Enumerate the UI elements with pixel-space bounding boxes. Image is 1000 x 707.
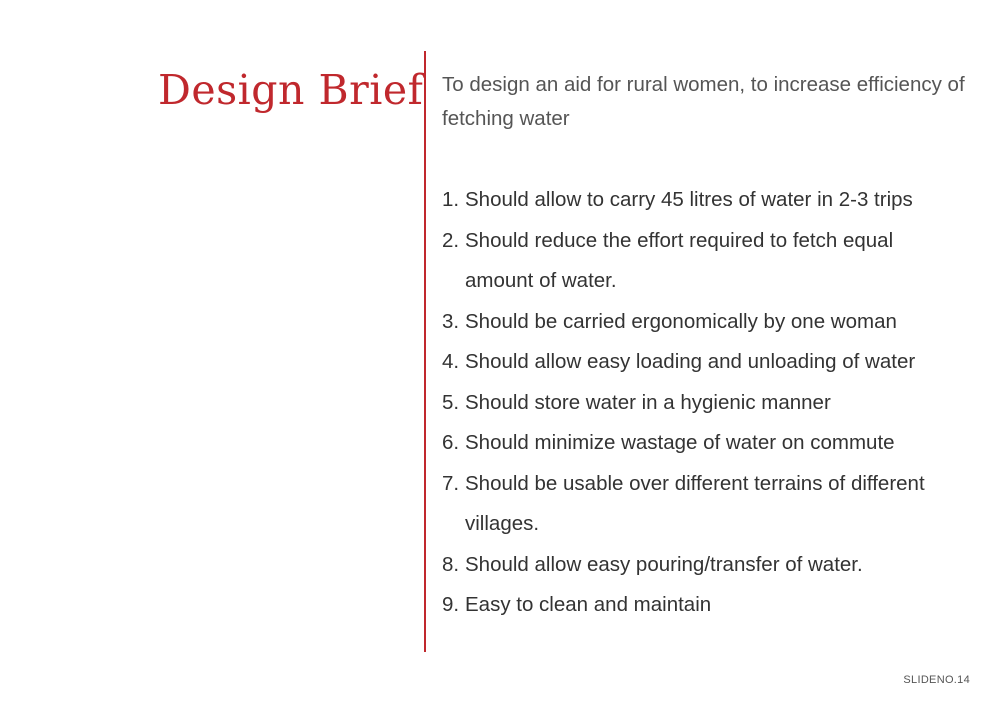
list-item xyxy=(442,180,982,221)
list-item xyxy=(442,545,982,586)
item-number: 3. xyxy=(442,309,460,333)
item-text: Should reduce the effort required to fetch equal amount of water. xyxy=(465,228,894,292)
item-number: 2. xyxy=(442,228,460,252)
item-text: Should be carried ergonomically by one woman xyxy=(465,309,897,333)
item-text: Should allow to carry 45 litres of water in 2-3 trips xyxy=(465,188,913,211)
item-number: 8. xyxy=(442,552,460,576)
list-item xyxy=(442,383,982,424)
list-item xyxy=(442,423,982,464)
page-title: Design Brief xyxy=(158,66,424,114)
list-item xyxy=(442,342,982,383)
item-text: Should be usable over different terrains of different villages. xyxy=(465,471,925,535)
item-text: Easy to clean and maintain xyxy=(465,593,712,616)
item-number: 7. xyxy=(442,471,460,495)
list-item xyxy=(442,302,982,343)
item-text: Should allow easy pouring/transfer of water. xyxy=(465,552,863,576)
item-text: Should minimize wastage of water on commute xyxy=(465,431,895,454)
requirements-list xyxy=(442,180,982,626)
list-item xyxy=(442,221,982,302)
item-number: 5. xyxy=(442,390,460,414)
list-item xyxy=(442,464,982,545)
vertical-divider xyxy=(424,51,426,652)
item-text: Should store water in a hygienic manner xyxy=(465,390,831,414)
item-number: 6. xyxy=(442,431,460,454)
list-item xyxy=(442,585,982,626)
item-number: 4. xyxy=(442,350,460,373)
brief-content xyxy=(442,68,982,626)
item-number: 1. xyxy=(442,188,460,211)
item-number: 9. xyxy=(442,593,460,616)
brief-intro: To design an aid for rural women, to increase efficiency of fetching water xyxy=(442,73,965,130)
slide-number: SLIDENO.14 xyxy=(903,674,970,686)
item-text: Should allow easy loading and unloading of water xyxy=(465,350,916,373)
